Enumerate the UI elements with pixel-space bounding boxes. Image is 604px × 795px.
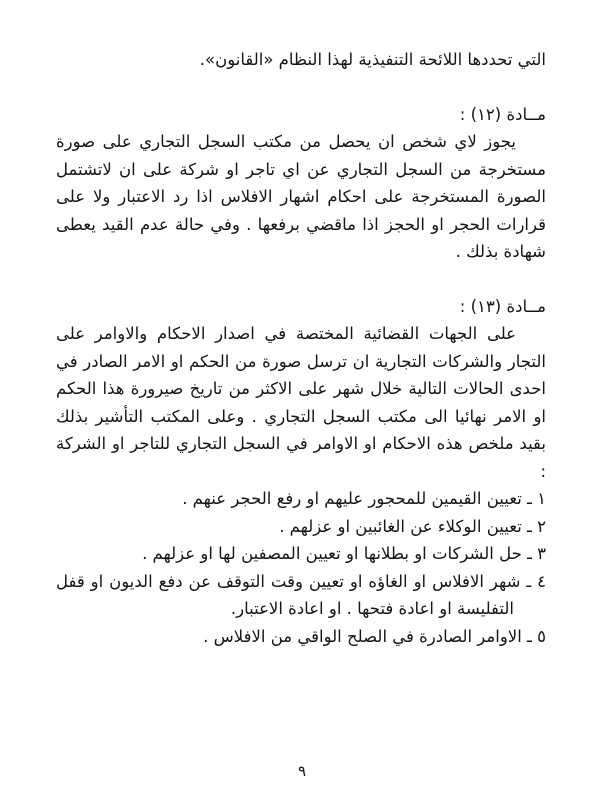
- list-item-2: ٢ ـ تعيين الوكلاء عن الغائبين او عزلهم .: [279, 516, 546, 536]
- list-item-5: ٥ ـ الاوامر الصادرة في الصلح الواقي من الافلاس .: [203, 626, 546, 646]
- article-13-list: [56, 485, 546, 650]
- list-item-3: ٣ ـ حل الشركات او بطلانها او تعيين المصفين لها او عزلهم .: [142, 544, 546, 563]
- article-13-body: على الجهات القضائية المختصة في اصدار الاحكام والاوامر على التجار والشركات التجارية ان ترسل صورة من الحكم او الامر الصادر في احدى الحالات التالية خلال شهر على الاكثر من تاريخ صيرورة هذا الحكم او الامر نهائيا الى مكتب السجل التجاري . وعلى المكتب التأشير بذلك بقيد ملخص هذه الاحكام او الاوامر في السجل التجاري للتاجر او الشركة :: [56, 324, 546, 481]
- continuation-line: التي تحددها اللائحة التنفيذية لهذا النظام «القانون».: [199, 50, 546, 69]
- article-13-heading: مــادة (١٣) :: [459, 296, 546, 316]
- list-item-4: ٤ ـ شهر الافلاس او الغاؤه او تعيين وقت التوقف عن دفع الديون او قفل التفليسة او اعادة فتحها . او اعادة الاعتبار.: [56, 571, 546, 618]
- text-block: [56, 46, 546, 650]
- list-item-1: ١ ـ تعيين القيمين للمحجور عليهم او رفع الحجر عنهم .: [182, 489, 546, 508]
- article-12-heading: مــادة (١٢) :: [459, 104, 546, 124]
- page-number: ٩: [297, 762, 307, 780]
- article-12-body: يجوز لاي شخص ان يحصل من مكتب السجل التجاري على صورة مستخرجة من السجل التجاري عن اي تاجر او شركة على ان لاتشتمل الصورة المستخرجة على احكام اشهار الافلاس اذا رد الاعتبار ولا على قرارات الحجر او الحجز اذا ماقضي برفعها . وفي حالة عدم القيد يعطى شهادة بذلك .: [56, 132, 546, 261]
